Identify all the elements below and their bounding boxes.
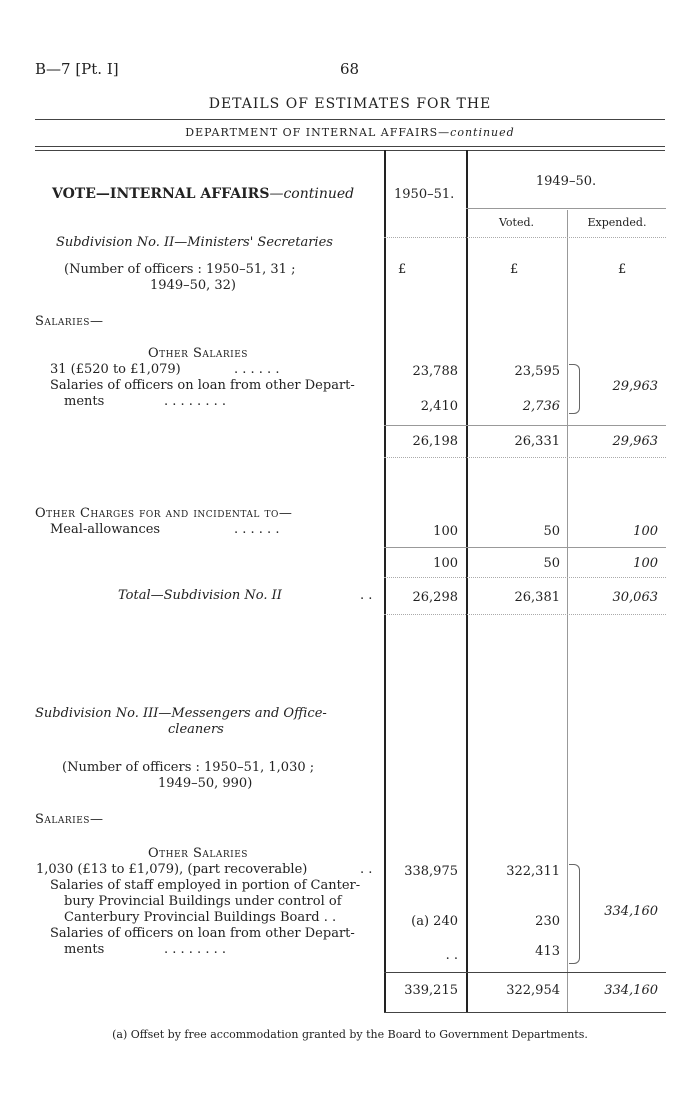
row-label: ments [64,394,105,409]
row-leader: . . . . . . [234,362,280,377]
row-label: Salaries of officers on loan from other Depart- [50,378,355,393]
row-leader: . . . . . . . . [164,394,226,409]
pound-sign-1950: £ [398,262,407,277]
table-bottom-rule [384,1012,666,1013]
value-1950: 338,975 [404,864,458,879]
header-double-rule [35,150,665,151]
title-rule [35,119,665,120]
row-rule [384,577,666,578]
salaries-heading: Salaries— [35,812,104,827]
value-1950: . . [445,948,458,963]
subtotal-voted: 50 [543,556,560,571]
subtotal-rule [384,972,666,973]
page-number: 68 [340,60,360,78]
column-rule-expended [567,210,568,1012]
pound-sign-expended: £ [618,262,627,277]
other-salaries-heading: Other Salaries [148,846,248,861]
value-voted: 50 [543,524,560,539]
row-label: bury Provincial Buildings under control of [64,894,342,909]
subtotal-voted: 26,331 [514,434,560,449]
other-salaries-heading: Other Salaries [148,346,248,361]
pound-sign-voted: £ [510,262,519,277]
row-label: Salaries of staff employed in portion of Canter- [50,878,361,893]
value-1950: 100 [433,524,458,539]
subtotal-expended: 29,963 [612,434,658,449]
row-rule [384,614,666,615]
brace [569,364,580,414]
page-reference: B—7 [Pt. I] [35,60,119,78]
page-title: DETAILS OF ESTIMATES FOR THE [208,96,492,112]
row-rule [384,457,666,458]
row-label: Canterbury Provincial Buildings Board . . [64,910,337,925]
value-voted: 322,311 [506,864,560,879]
col-header-1949: 1949–50. [535,174,597,189]
subdivision-2-officers: (Number of officers : 1950–51, 31 ; [64,262,296,277]
subdivision-3-officers-2: 1949–50, 990) [158,776,253,791]
subdivision-3-officers: (Number of officers : 1950–51, 1,030 ; [62,760,315,775]
total-voted: 26,381 [514,590,560,605]
row-label: ments [64,942,105,957]
value-1950: 2,410 [420,399,458,414]
other-charges-heading: Other Charges for and incidental to— [35,506,293,521]
subdivision-2-title: Subdivision No. II—Ministers' Secretaries [56,235,333,250]
row-leader: . . . . . . [234,522,280,537]
total-label: Total—Subdivision No. II [118,588,282,603]
row-leader: . . [360,588,373,603]
subtotal-expended: 100 [633,556,658,571]
total-1950: 339,215 [404,983,458,998]
brace [569,864,580,964]
subtotal-1950: 100 [433,556,458,571]
subdivision-2-officers-2: 1949–50, 32) [150,278,237,293]
total-voted: 322,954 [506,983,560,998]
col-header-voted: Voted. [498,216,535,229]
vote-heading: VOTE—INTERNAL AFFAIRS—continued [52,186,355,202]
total-expended: 30,063 [612,590,658,605]
voted-header-rule [466,208,666,209]
subtotal-1950: 26,198 [412,434,458,449]
row-label: 31 (£520 to £1,079) [50,362,181,377]
col-header-expended: Expended. [587,216,647,229]
row-label: Salaries of officers on loan from other Depart- [50,926,355,941]
column-header-rule [384,237,666,238]
salaries-heading: Salaries— [35,314,104,329]
col-header-1950: 1950–51. [394,187,455,202]
value-voted: 230 [535,914,560,929]
total-1950: 26,298 [412,590,458,605]
value-1950: 23,788 [412,364,458,379]
column-rule-voted [466,150,468,1012]
value-voted: 23,595 [514,364,560,379]
value-voted: 413 [535,944,560,959]
value-1950: (a) 240 [411,914,458,929]
value-expended: 100 [633,524,658,539]
row-label: Meal-allowances [50,522,161,537]
value-expended-combined: 29,963 [612,379,658,394]
total-expended: 334,160 [604,983,658,998]
row-leader: . . . . . . . . [164,942,226,957]
subdivision-3-title: Subdivision No. III—Messengers and Office- [35,706,327,721]
value-voted: 2,736 [522,399,560,414]
subdivision-3-title-2: cleaners [168,722,224,737]
row-label: 1,030 (£13 to £1,079), (part recoverable) [36,862,308,877]
page-subtitle: DEPARTMENT OF INTERNAL AFFAIRS—continued [185,126,515,139]
footnote: (a) Offset by free accommodation granted by the Board to Government Departments. [112,1028,588,1041]
subtitle-rule [35,146,665,147]
value-expended-combined: 334,160 [604,904,658,919]
row-leader: . . [360,862,373,877]
column-rule-1950 [384,150,386,1012]
subtotal-rule [384,547,666,548]
subtotal-rule [384,425,666,426]
